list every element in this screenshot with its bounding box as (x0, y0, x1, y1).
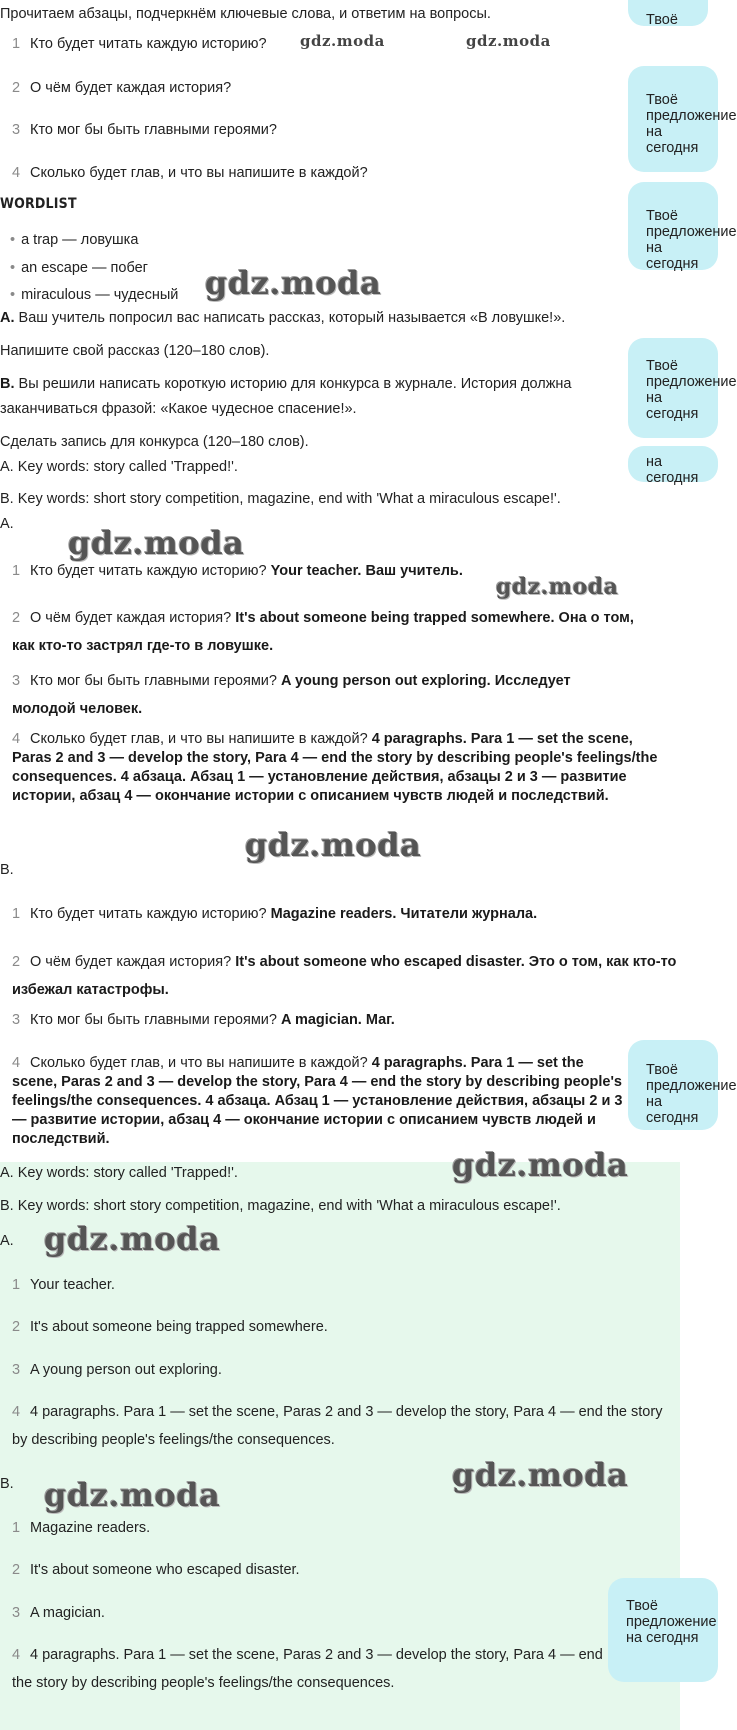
question-2 (12, 80, 231, 96)
ad-text: предложение (646, 1078, 737, 1094)
answer-b-3 (12, 1012, 395, 1028)
question-text: Кто мог бы быть главными героями? (30, 673, 277, 689)
section-label-b: B. (0, 862, 14, 878)
answer-a-1 (12, 563, 463, 579)
question-1 (12, 36, 267, 52)
question-text: Сколько будет глав, и что вы напишите в каждой? (30, 1055, 368, 1071)
ad-text: Твоё (646, 208, 678, 224)
question-number: 3 (12, 122, 21, 138)
question-text: Кто будет читать каждую историю? (30, 36, 267, 52)
question-3 (12, 122, 277, 138)
intro-text: Прочитаем абзацы, подчеркнём ключевые слова, и ответим на вопросы. (0, 6, 491, 22)
keywords-a: A. Key words: story called 'Trapped!'. (0, 459, 238, 475)
question-number: 2 (12, 954, 21, 970)
ad-bubble[interactable] (628, 66, 737, 172)
answer-text: Your teacher. Ваш учитель. (270, 563, 463, 579)
answer-a-4 (12, 730, 668, 806)
en-keywords-b: B. Key words: short story competition, magazine, end with 'What a miraculous escape!'. (0, 1198, 561, 1214)
watermark-logo: gdz.moda (452, 1456, 629, 1494)
watermark-logo: gdz.moda (466, 32, 551, 50)
wordlist-item: • an escape — побег (10, 260, 148, 276)
ad-text: предложение (646, 374, 737, 390)
ad-text: предложение (646, 108, 737, 124)
question-number: 1 (12, 36, 21, 52)
watermark-logo: gdz.moda (300, 32, 385, 50)
answer-text: 4 paragraphs. Para 1 — set the scene, Paras 2 and 3 — develop the story, Para 4 — end the story by describing people's feelings/the consequences. 4 абзаца. Абзац 1 — установление действия, абзацы 2 и 3 — развитие истории, абзац 4 — окончание истории с описанием чувств людей и последствий. (12, 1055, 623, 1147)
question-number: 1 (12, 563, 21, 579)
wordlist-text: a trap — ловушка (21, 232, 139, 248)
answer-text: Magazine readers. (30, 1520, 151, 1536)
answer-a-2 (12, 604, 652, 660)
answer-text: It's about someone who escaped disaster. Это о том, как кто-то избежал катастрофы. (12, 954, 677, 998)
question-text: Сколько будет глав, и что вы напишите в каждой? (30, 731, 368, 747)
ad-text: предложение (646, 224, 737, 240)
task-label: B. (0, 376, 15, 392)
question-number: 3 (12, 673, 21, 689)
watermark-logo: gdz.moda (44, 1476, 221, 1514)
question-text: Кто мог бы быть главными героями? (30, 1012, 277, 1028)
wordlist-item: • a trap — ловушка (10, 232, 139, 248)
question-number: 4 (12, 731, 21, 747)
answer-a-3 (12, 667, 632, 723)
ad-text: на сегодня (646, 240, 699, 272)
answer-text: A young person out exploring. Исследует молодой человек. (12, 673, 571, 717)
ad-text: Твоё (646, 12, 678, 28)
answer-text: Your teacher. (30, 1277, 115, 1293)
question-text: Кто мог бы быть главными героями? (30, 122, 277, 138)
watermark-logo: gdz.moda (68, 524, 245, 562)
answer-text: 4 paragraphs. Para 1 — set the scene, Paras 2 and 3 — develop the story, Para 4 — end the story by describing people's feelings/the consequences. (12, 1647, 603, 1691)
en-label-b: B. (0, 1476, 14, 1492)
ad-text: на сегодня (646, 454, 699, 486)
ad-text: Твоё (646, 92, 678, 108)
answer-text: 4 paragraphs. Para 1 — set the scene, Paras 2 and 3 — develop the story, Para 4 — end the story by describing people's feelings/the consequences. (12, 1404, 663, 1448)
ad-bubble[interactable] (628, 338, 737, 438)
section-label-a: A. (0, 516, 14, 532)
watermark-logo: gdz.moda (452, 1146, 629, 1184)
ad-text: на сегодня (646, 390, 699, 422)
en-a-1: 1 Your teacher. (12, 1277, 115, 1293)
question-text: О чём будет каждая история? (30, 80, 232, 96)
answer-text: A magician. (30, 1605, 105, 1621)
question-number: 3 (12, 1012, 21, 1028)
question-text: Сколько будет глав, и что вы напишите в каждой? (30, 165, 368, 181)
question-text: Кто будет читать каждую историю? (30, 563, 267, 579)
ad-text: предложение (626, 1614, 717, 1630)
question-4 (12, 165, 368, 181)
question-number: 2 (12, 80, 21, 96)
en-b-4: 4 4 paragraphs. Para 1 — set the scene, Paras 2 and 3 — develop the story, Para 4 — end the story by describing people's feelings/the consequences. (12, 1647, 603, 1691)
wordlist-text: an escape — побег (21, 260, 148, 276)
question-number: 4 (12, 1055, 21, 1071)
answer-text: It's about someone being trapped somewhere. Она о том, как кто-то застрял где-то в ловушке. (12, 610, 634, 654)
answer-text: A magician. Маг. (280, 1012, 395, 1028)
ad-bubble[interactable] (628, 1040, 737, 1130)
en-a-3: 3 A young person out exploring. (12, 1362, 222, 1378)
en-b-3: 3 A magician. (12, 1605, 105, 1621)
task-b-line3: Сделать запись для конкурса (120–180 слов). (0, 434, 309, 450)
watermark-logo: gdz.moda (44, 1220, 221, 1258)
ad-bubble[interactable] (628, 182, 737, 272)
question-text: О чём будет каждая история? (30, 954, 232, 970)
wordlist-item: • miraculous — чудесный (10, 287, 179, 303)
answer-text: Magazine readers. Читатели журнала. (270, 906, 538, 922)
en-b-1: 1 Magazine readers. (12, 1520, 151, 1536)
question-number: 2 (12, 610, 21, 626)
en-a-2: 2 It's about someone being trapped somewhere. (12, 1319, 328, 1335)
answer-b-4 (12, 1054, 632, 1149)
en-b-2: 2 It's about someone who escaped disaster. (12, 1562, 300, 1578)
task-text: Вы решили написать короткую историю для конкурса в журнале. История должна (14, 376, 572, 392)
answer-b-2 (12, 948, 680, 1004)
task-b-line2: заканчиваться фразой: «Какое чудесное спасение!». (0, 401, 357, 417)
ad-text: на сегодня (646, 1094, 699, 1126)
task-text: Ваш учитель попросил вас написать рассказ, который называется «В ловушке!». (14, 310, 566, 326)
answer-text: A young person out exploring. (30, 1362, 222, 1378)
question-number: 1 (12, 906, 21, 922)
en-keywords-a: A. Key words: story called 'Trapped!'. (0, 1165, 238, 1181)
answer-text: It's about someone who escaped disaster. (30, 1562, 300, 1578)
ad-text: на сегодня (626, 1630, 699, 1646)
ad-text: Твоё (646, 1062, 678, 1078)
ad-text: Твоё (646, 358, 678, 374)
question-text: Кто будет читать каждую историю? (30, 906, 267, 922)
answer-b-1 (12, 906, 537, 922)
answer-text: 4 paragraphs. Para 1 — set the scene, Paras 2 and 3 — develop the story, Para 4 — end the story by describing people's feelings/the consequences. 4 абзаца. Абзац 1 — установление действия, абзацы 2 и 3 — развитие истории, абзац 4 — окончание истории с описанием чувств людей и последствий. (12, 731, 658, 804)
task-a-line2: Напишите свой рассказ (120–180 слов). (0, 343, 270, 359)
ad-text: на сегодня (646, 124, 699, 156)
question-number: 4 (12, 165, 21, 181)
ad-bubble[interactable] (608, 1578, 718, 1682)
watermark-logo: gdz.moda (496, 574, 619, 600)
watermark-logo: gdz.moda (205, 264, 382, 302)
task-b (0, 376, 571, 392)
ad-bubble[interactable] (628, 0, 708, 26)
ad-text: Твоё (626, 1598, 658, 1614)
wordlist-text: miraculous — чудесный (21, 287, 179, 303)
answer-text: It's about someone being trapped somewhere. (30, 1319, 328, 1335)
en-label-a: A. (0, 1233, 14, 1249)
keywords-b: B. Key words: short story competition, magazine, end with 'What a miraculous escape!'. (0, 491, 561, 507)
task-label: A. (0, 310, 15, 326)
ad-bubble[interactable] (628, 446, 718, 486)
question-text: О чём будет каждая история? (30, 610, 232, 626)
en-a-4: 4 4 paragraphs. Para 1 — set the scene, Paras 2 and 3 — develop the story, Para 4 — end the story by describing people's feelings/the consequences. (12, 1404, 663, 1448)
task-a (0, 310, 565, 326)
watermark-logo: gdz.moda (245, 826, 422, 864)
wordlist-title: WORDLIST (0, 196, 77, 212)
